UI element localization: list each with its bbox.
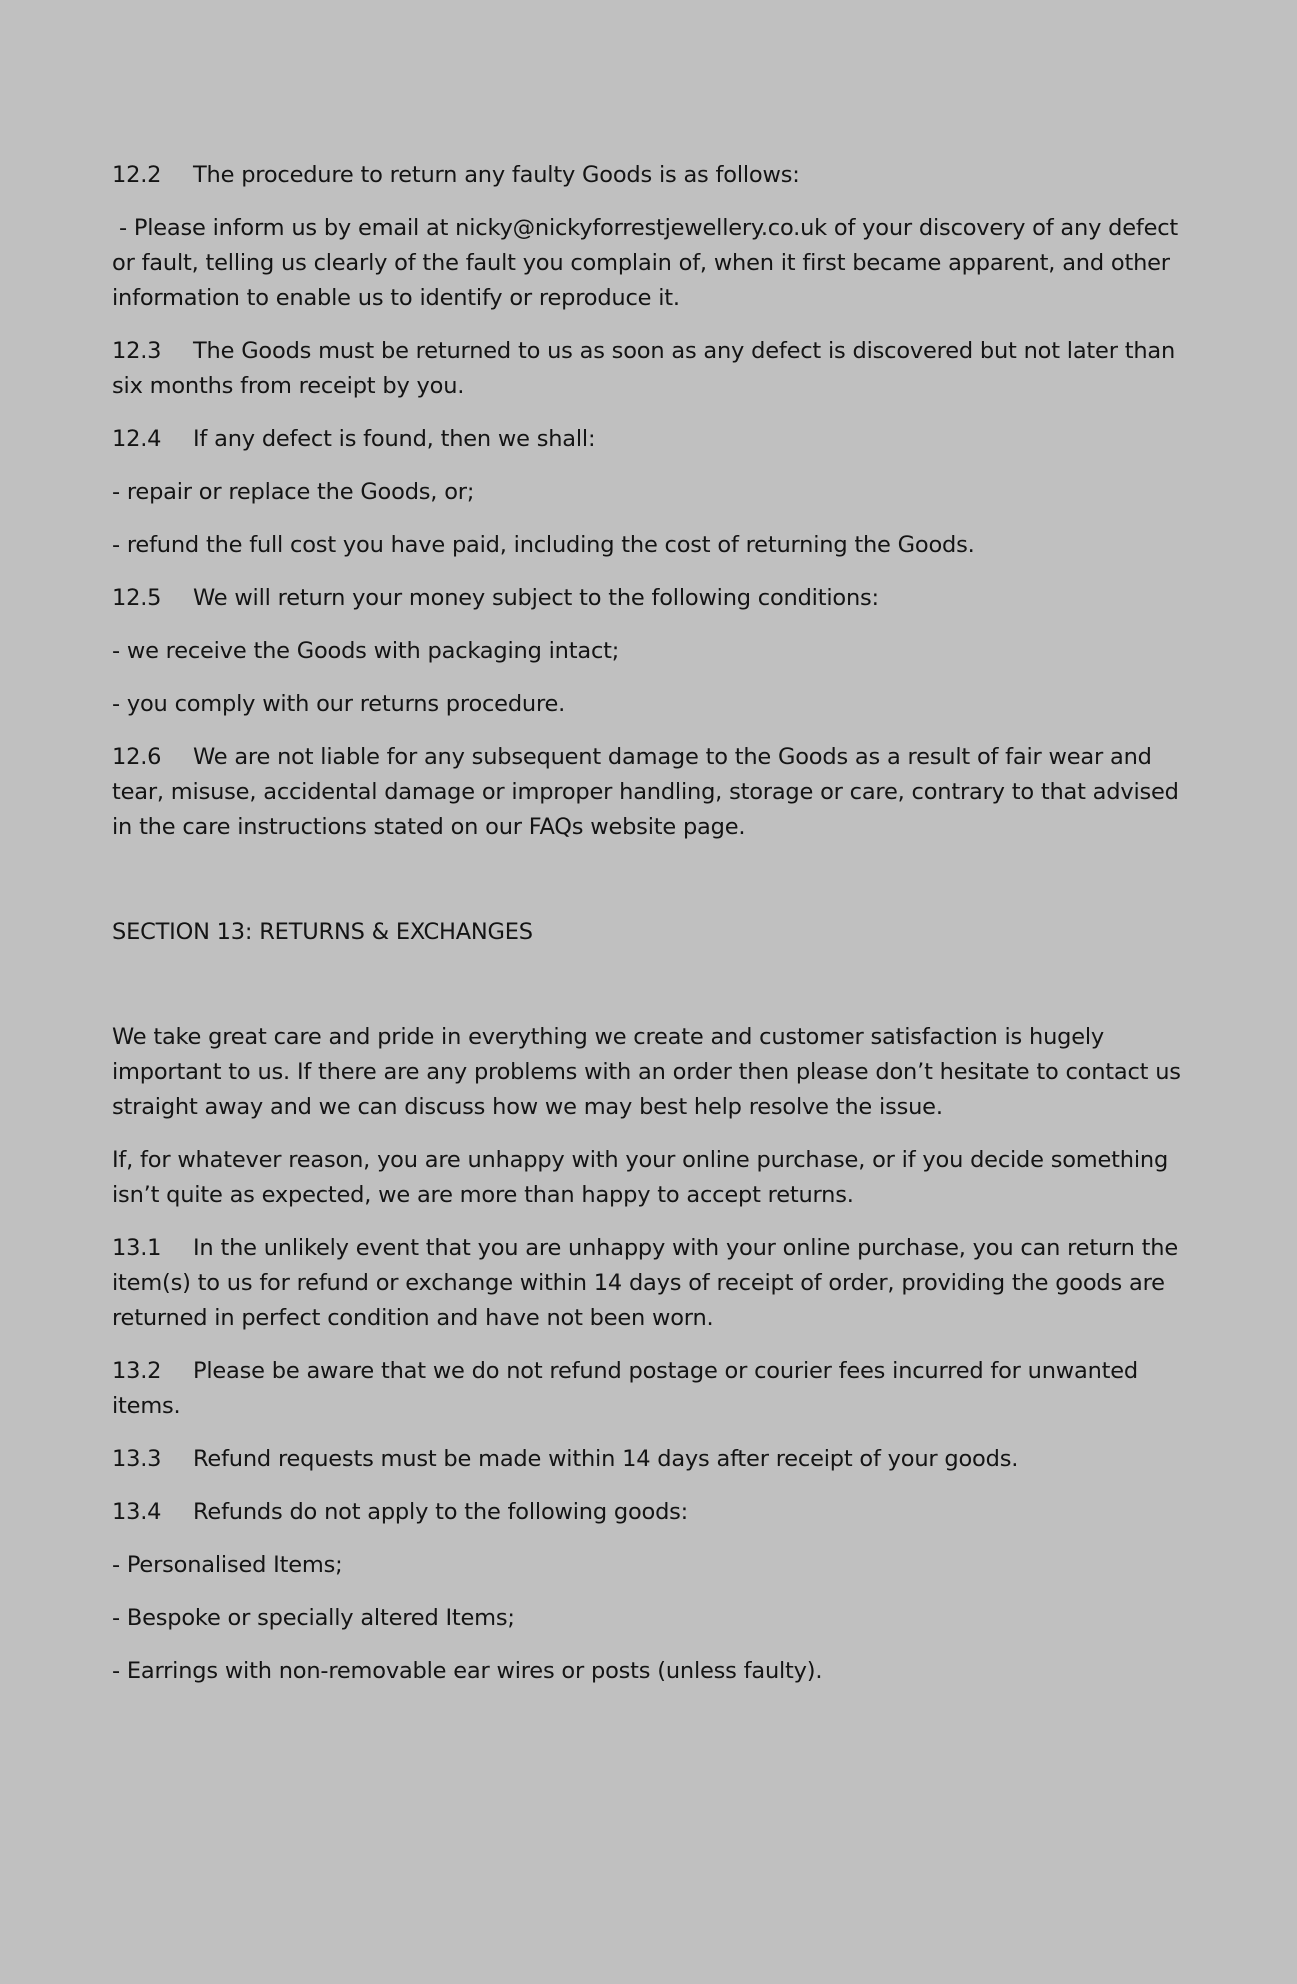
numbered-clause: [112, 422, 1185, 457]
numbered-clause: [112, 334, 1185, 404]
section-heading: SECTION 13: RETURNS & EXCHANGES: [112, 919, 533, 945]
clause-text: - repair or replace the Goods, or;: [112, 479, 475, 505]
clause-text: - you comply with our returns procedure.: [112, 691, 566, 717]
clause-number: 12.4: [112, 426, 162, 452]
clause-text: Refunds do not apply to the following goods:: [193, 1499, 689, 1525]
clause-number: 12.2: [112, 162, 162, 188]
paragraph: [112, 634, 1185, 669]
clause-text: We take great care and pride in everything we create and customer satisfaction is hugely important to us. If there are any problems with an order then please don’t hesitate to contact us straight away and we can discuss how we may best help resolve the issue.: [112, 1024, 1188, 1120]
paragraph: [112, 1601, 1185, 1636]
clause-number: 12.3: [112, 338, 162, 364]
clause-text: If any defect is found, then we shall:: [193, 426, 596, 452]
clause-text: - Please inform us by email at nicky@nickyforrestjewellery.co.uk of your discovery of any defect or fault, telling us clearly of the fault you complain of, when it first became apparent, and other information to enable us to identify or reproduce it.: [112, 215, 1185, 311]
paragraph: [112, 475, 1185, 510]
clause-number: 12.6: [112, 744, 162, 770]
clause-text: The Goods must be returned to us as soon as any defect is discovered but not later than six months from receipt by you.: [112, 338, 1182, 399]
clause-text: - we receive the Goods with packaging intact;: [112, 638, 620, 664]
paragraph: [112, 687, 1185, 722]
numbered-clause: [112, 1442, 1185, 1477]
clause-text: - Bespoke or specially altered Items;: [112, 1605, 515, 1631]
clause-text: Refund requests must be made within 14 days after receipt of your goods.: [193, 1446, 1019, 1472]
clause-number: 13.3: [112, 1446, 162, 1472]
clause-text: We are not liable for any subsequent damage to the Goods as a result of fair wear and tear, misuse, accidental damage or improper handling, storage or care, contrary to that advised in the care instructions stated on our FAQs website page.: [112, 744, 1186, 840]
clause-number: 12.5: [112, 585, 162, 611]
numbered-clause: [112, 158, 1185, 193]
clause-text: - Earrings with non-removable ear wires or posts (unless faulty).: [112, 1658, 823, 1684]
numbered-clause: [112, 1495, 1185, 1530]
clause-text: - Personalised Items;: [112, 1552, 343, 1578]
numbered-clause: [112, 740, 1185, 845]
paragraph: [112, 1548, 1185, 1583]
paragraph: [112, 1654, 1185, 1689]
clause-text: In the unlikely event that you are unhappy with your online purchase, you can return the item(s) to us for refund or exchange within 14 days of receipt of order, providing the goods are returned in perfect condition and have not been worn.: [112, 1235, 1185, 1331]
clause-number: 13.2: [112, 1358, 162, 1384]
clause-number: 13.1: [112, 1235, 162, 1261]
paragraph: [112, 211, 1185, 316]
clause-text: - refund the full cost you have paid, including the cost of returning the Goods.: [112, 532, 975, 558]
clause-text: The procedure to return any faulty Goods is as follows:: [193, 162, 800, 188]
numbered-clause: [112, 1231, 1185, 1336]
numbered-clause: [112, 1354, 1185, 1424]
section-12-content: [112, 158, 1185, 845]
clause-text: We will return your money subject to the following conditions:: [193, 585, 879, 611]
clause-text: Please be aware that we do not refund postage or courier fees incurred for unwanted items.: [112, 1358, 1145, 1419]
clause-number: 13.4: [112, 1499, 162, 1525]
paragraph: [112, 528, 1185, 563]
paragraph: [112, 1143, 1185, 1213]
paragraph: [112, 1020, 1188, 1125]
clause-text: If, for whatever reason, you are unhappy with your online purchase, or if you decide something isn’t quite as expected, we are more than happy to accept returns.: [112, 1147, 1175, 1208]
numbered-clause: [112, 581, 1185, 616]
section-13-content: [112, 1020, 1188, 1689]
